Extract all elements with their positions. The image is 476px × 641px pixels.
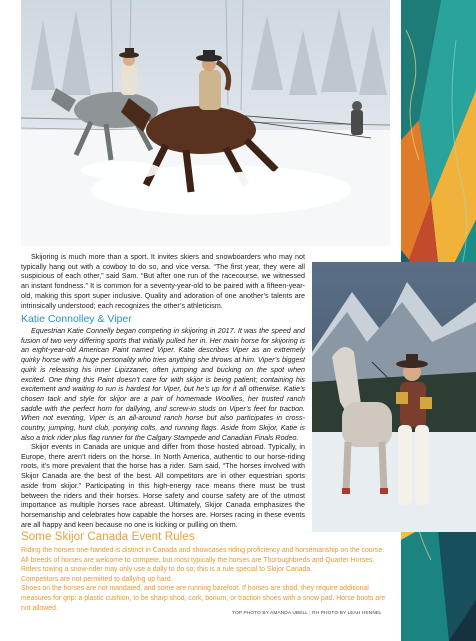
rules-list	[21, 546, 391, 613]
rule-item: Shoes on the horses are not mandated, and some are running barefoot. If horses are shod, they require additional measures for grip: a plastic cushion, to be sharp shod, cork, borium, or traction shoes with a snow pad. Horse boots are not allowed.	[21, 585, 386, 612]
katie-profile-paragraph: Equestrian Katie Connelly began competing in skijoring in 2017. It was the speed and fusion of two very differing sports that initially pulled her in. Her main horse for skijoring is an eight-year-old American Paint named Viper. Katie describes Viper as an extremely quirky horse with a huge personality who tries anything she throws at him. Viper’s biggest quirk is releasing his inner Lipizzaner, often jumping and bucking on the spot when excited. One thing this Paint doesn’t care for with skijor is being patient; containing his excitement and waiting to run is hardest for Viper, but he’s up for it all otherwise. Katie’s chosen tack and style for skijor are a pair of homemade Woollies, her trusted ranch saddle with the perfect horn for dallying, and screw-in studs on Viper’s feet for traction. When not eventing, Viper is an all-around ranch horse but also participates in cross-country, jumping, hunt club, ponying colts, and running flags. Aside from Skijor, Katie is also a trick rider plus flag runner for the Calgary Stampede and Canadian Finals Rodeo.	[21, 327, 305, 442]
rule-item: Riders towing a snow-rider may only use a dally to do so; this is a rule special to Skijor Canada.	[21, 566, 313, 574]
skier-figure	[351, 101, 363, 135]
rider-one	[119, 48, 139, 95]
skijoring-riders-photo	[21, 0, 390, 246]
rule-item: Competitors are not permitted to dally/rig up hard.	[21, 575, 173, 583]
events-paragraph: Skijor events in Canada are unique and differ from those hosted abroad. Typically, in Europe, there aren’t riders on the horse. In North America, authentic to our horse-riding roots, it’s more prevalent that the horse has a rider. Sam said, “The horses involved with Skijor Canada are the best of the best. All competitors are in other equestrian sports aside from skijor.” Participating in this high-energy race means there must be trust between the riders and their horses. Horse safety and course safety are of the utmost importance as multiple horses race abreast. Ultimately, Skijor Canada emphasizes the horsemanship and celebrates how capable the horses are. Horses racing in these events are all happy and keen because no one is kicking or pulling on them.	[21, 443, 305, 529]
section-heading-rules: Some Skijor Canada Event Rules	[21, 531, 195, 543]
mountain-horse-scene	[312, 262, 476, 532]
katie-and-viper-photo	[312, 262, 476, 532]
rule-item: All breeds of horses are welcome to compete, but most typically the horses are Thoroughbreds and Quarter Horses.	[21, 556, 375, 564]
snowy-race-scene	[21, 0, 390, 246]
photo-credit: TOP PHOTO BY AMANDA UBELL ; RH PHOTO BY LEAH HENNEL	[232, 611, 382, 616]
intro-paragraph: Skijoring is much more than a sport. It invites skiers and snowboarders who may not typically hang out with a cowboy to do so, and vice versa. “The first year, they were all suspicious of each other,” said Sam. “But after one run of the racecourse, we witnessed an instant fondness.” It is common for a seventy-year-old to be paired with a fifteen-year-old, making this sport super inclusive. Quality and adoration of one another’s talents are intrinsically understood; each recognizes the other’s athleticism.	[21, 253, 305, 310]
rule-item: Riding the horses one-handed is distinct in Canada and showcases riding proficiency and horsemanship on the course.	[21, 547, 385, 554]
section-heading-katie: Katie Connolley & Viper	[21, 313, 132, 325]
